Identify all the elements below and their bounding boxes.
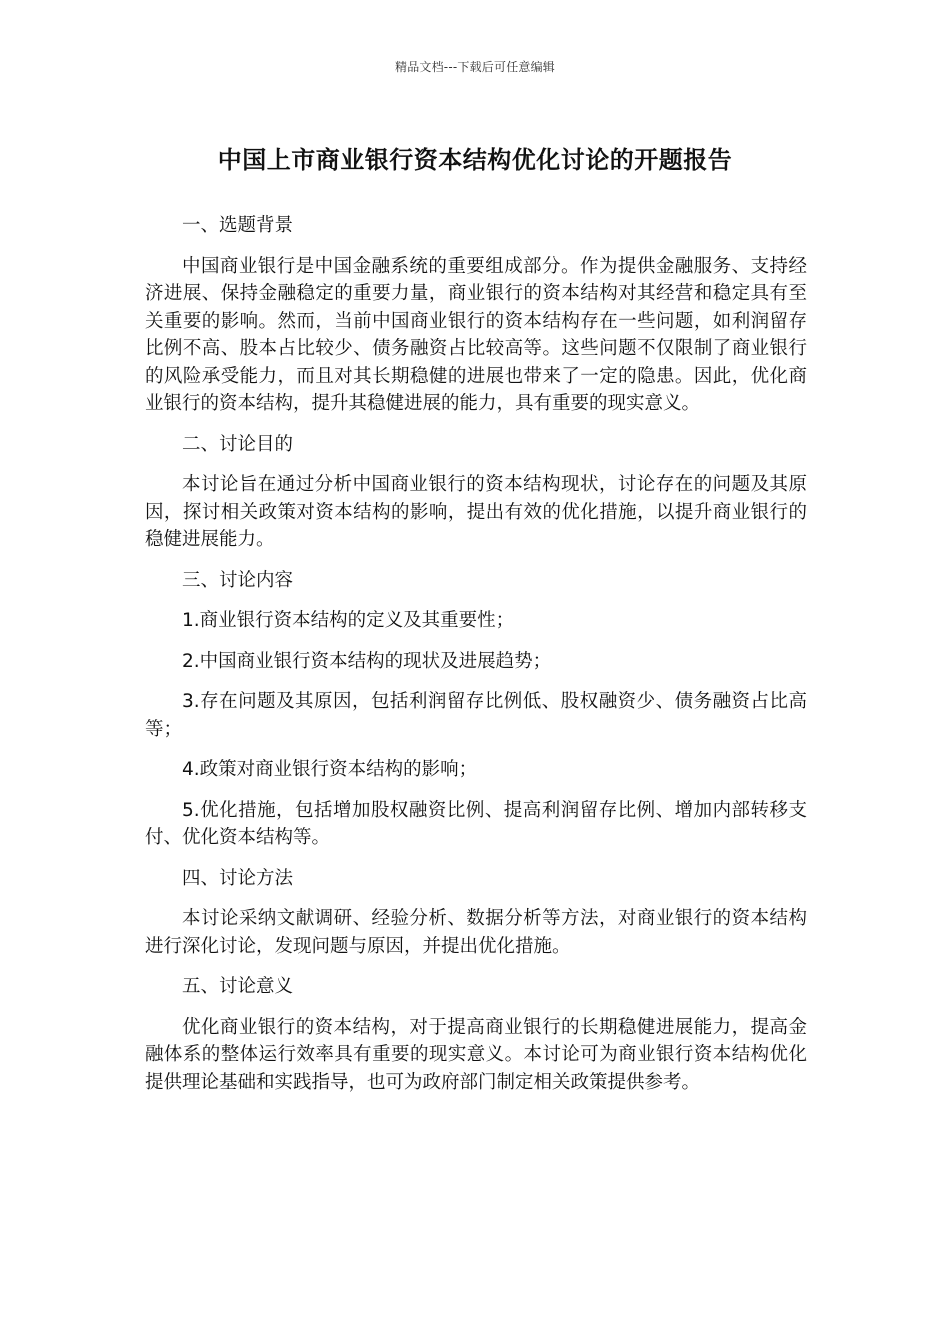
section-heading-purpose: 二、讨论目的 bbox=[182, 433, 294, 455]
content-list-item: 4.政策对商业银行资本结构的影响； bbox=[182, 759, 478, 780]
section-heading-content: 三、讨论内容 bbox=[182, 569, 294, 591]
section-paragraph-purpose: 本讨论旨在通过分析中国商业银行的资本结构现状，讨论存在的问题及其原因，探讨相关政策对资本结构的影响，提出有效的优化措施，以提升商业银行的稳健进展能力。 bbox=[145, 474, 807, 550]
content-list-item: 5.优化措施，包括增加股权融资比例、提高利润留存比例、增加内部转移支付、优化资本结构等。 bbox=[145, 799, 807, 848]
section-heading-significance: 五、讨论意义 bbox=[182, 976, 294, 997]
section-paragraph-method: 本讨论采纳文献调研、经验分析、数据分析等方法，对商业银行的资本结构进行深化讨论，发现问题与原因，并提出优化措施。 bbox=[145, 908, 807, 957]
content-list-item: 2.中国商业银行资本结构的现状及进展趋势； bbox=[182, 650, 552, 672]
document-body bbox=[145, 212, 807, 1109]
content-list-item: 1.商业银行资本结构的定义及其重要性； bbox=[182, 610, 515, 631]
section-paragraph-significance: 优化商业银行的资本结构，对于提高商业银行的长期稳健进展能力，提高金融体系的整体运行效率具有重要的现实意义。本讨论可为商业银行资本结构优化提供理论基础和实践指导，也可为政府部门制定相关政策提供参考。 bbox=[145, 1016, 807, 1093]
section-heading-background: 一、选题背景 bbox=[182, 215, 294, 236]
section-heading-method: 四、讨论方法 bbox=[182, 867, 294, 889]
content-list-item: 3.存在问题及其原因，包括利润留存比例低、股权融资少、债务融资占比高等； bbox=[145, 691, 807, 740]
section-paragraph-background: 中国商业银行是中国金融系统的重要组成部分。作为提供金融服务、支持经济进展、保持金融稳定的重要力量，商业银行的资本结构对其经营和稳定具有至关重要的影响。然而，当前中国商业银行的资本结构存在一些问题，如利润留存比例不高、股本占比较少、债务融资占比较高等。这些问题不仅限制了商业银行的风险承受能力，而且对其长期稳健的进展也带来了一定的隐患。因此，优化商业银行的资本结构，提升其稳健进展的能力，具有重要的现实意义。 bbox=[145, 255, 807, 414]
header-note: 精品文档---下载后可任意编辑 bbox=[395, 60, 555, 74]
document-title: 中国上市商业银行资本结构优化讨论的开题报告 bbox=[217, 146, 733, 174]
